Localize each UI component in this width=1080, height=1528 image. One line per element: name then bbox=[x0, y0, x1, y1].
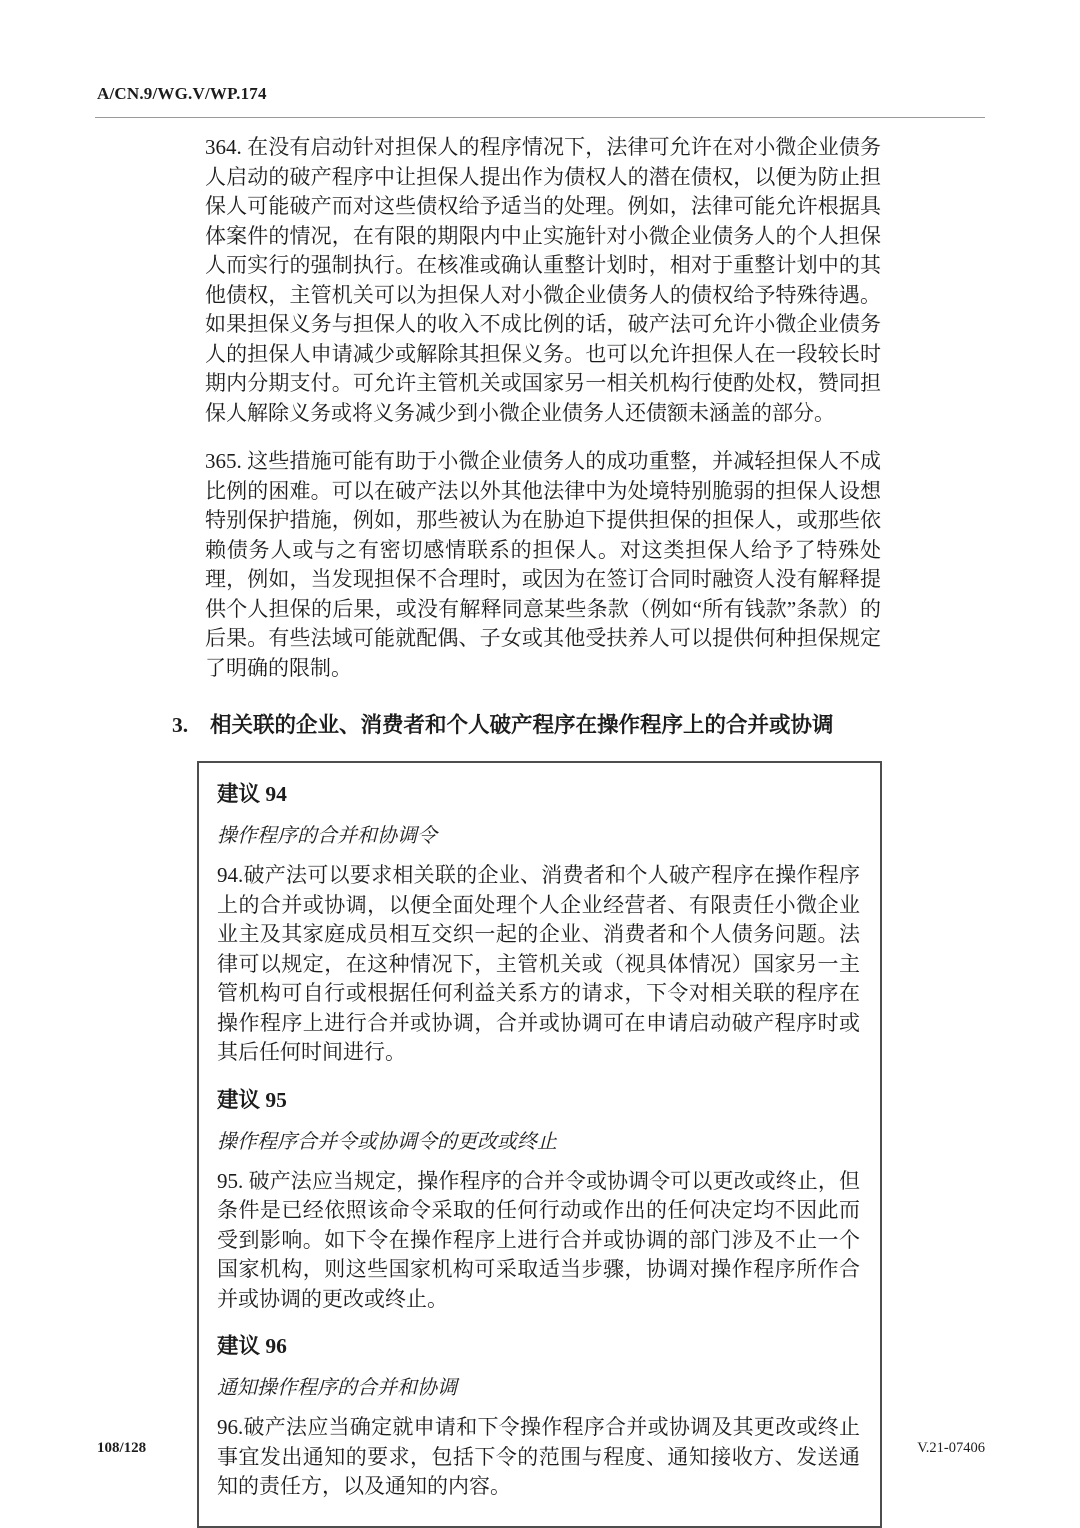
recommendation-96-label: 建议 96 bbox=[217, 1334, 287, 1358]
recommendation-95-body: 95. 破产法应当规定，操作程序的合并令或协调令可以更改或终止，但条件是已经依照该命令采取的任何行动或作出的任何决定均不因此而受到影响。如下令在操作程序上进行合并或协调的部门涉及不止一个国家机构，则这些国家机构可采取适当步骤，协调对操作程序所作合并或协调的更改或终止。 bbox=[217, 1168, 860, 1311]
section-title: 相关联的企业、消费者和个人破产程序在操作程序上的合并或协调 bbox=[210, 713, 834, 737]
section-number: 3. bbox=[172, 713, 189, 737]
document-symbol: A/CN.9/WG.V/WP.174 bbox=[97, 84, 267, 103]
recommendation-94-label: 建议 94 bbox=[217, 782, 287, 806]
header-rule bbox=[95, 117, 985, 118]
recommendation-96 bbox=[217, 1331, 860, 1502]
section-heading bbox=[172, 710, 881, 740]
paragraph-365: 365. 这些措施可能有助于小微企业债务人的成功重整，并减轻担保人不成比例的困难。可以在破产法以外其他法律中为处境特别脆弱的担保人设想特别保护措施，例如，那些被认为在胁迫下提供担保的担保人，或那些依赖债务人或与之有密切感情联系的担保人。对这类担保人给予了特殊处理，例如，当发现担保不合理时，或因为在签订合同时融资人没有解释提供个人担保的后果，或没有解释同意某些条款（例如“所有钱款”条款）的后果。有些法域可能就配偶、子女或其他受扶养人可以提供何种担保规定了明确的限制。 bbox=[205, 449, 881, 680]
recommendation-95-subtitle: 操作程序合并令或协调令的更改或终止 bbox=[217, 1130, 557, 1153]
recommendation-94 bbox=[217, 779, 860, 1068]
recommendations-box bbox=[197, 761, 882, 1528]
recommendation-95 bbox=[217, 1085, 860, 1315]
footer-document-number: V.21-07406 bbox=[917, 1440, 985, 1456]
footer-page-number: 108/128 bbox=[97, 1440, 147, 1456]
paragraph-364: 364. 在没有启动针对担保人的程序情况下，法律可允许在对小微企业债务人启动的破产程序中让担保人提出作为债权人的潜在债权，以便为防止担保人可能破产而对这些债权给予适当的处理。例如，法律可能允许根据具体案件的情况，在有限的期限内中止实施针对小微企业债务人的个人担保人而实行的强制执行。在核准或确认重整计划时，相对于重整计划中的其他债权，主管机关可以为担保人对小微企业债务人的债权给予特殊待遇。如果担保义务与担保人的收入不成比例的话，破产法可允许小微企业债务人的担保人申请减少或解除其担保义务。也可以允许担保人在一段较长时期内分期支付。可允许主管机关或国家另一相关机构行使酌处权，赞同担保人解除义务或将义务减少到小微企业债务人还债额未涵盖的部分。 bbox=[205, 135, 881, 425]
recommendation-96-subtitle: 通知操作程序的合并和协调 bbox=[217, 1377, 457, 1399]
recommendation-96-body: 96.破产法应当确定就申请和下令操作程序合并或协调及其更改或终止事宜发出通知的要求，包括下令的范围与程度、通知接收方、发送通知的责任方，以及通知的内容。 bbox=[217, 1415, 860, 1498]
recommendation-94-body: 94.破产法可以要求相关联的企业、消费者和个人破产程序在操作程序上的合并或协调，以便全面处理个人企业经营者、有限责任小微企业业主及其家庭成员相互交织一起的企业、消费者和个人债务问题。法律可以规定，在这种情况下，主管机关或（视具体情况）国家另一主管机构可自行或根据任何利益关系方的请求，下令对相关联的程序在操作程序上进行合并或协调，合并或协调可在申请启动破产程序时或其后任何时间进行。 bbox=[217, 863, 860, 1064]
recommendation-95-label: 建议 95 bbox=[217, 1087, 287, 1112]
main-content bbox=[172, 133, 881, 1528]
recommendation-94-subtitle: 操作程序的合并和协调令 bbox=[217, 825, 437, 847]
